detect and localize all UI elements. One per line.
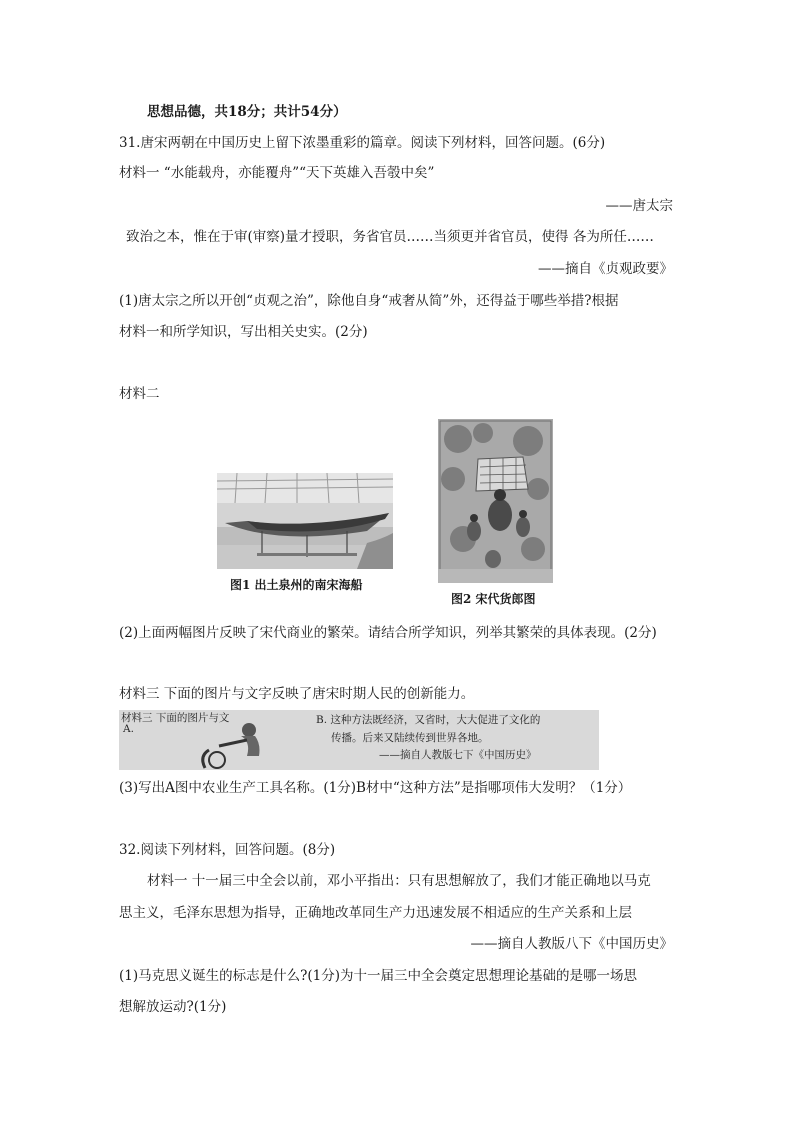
figure1-caption: 图1 出土泉州的南宋海船: [230, 578, 363, 592]
figure2-caption: 图2 宋代货郎图: [451, 592, 536, 606]
q31-material1-text: 致治之本，惟在于审(审察)量才授职，务省官员……当须更并省官员，使得 各为所任……: [126, 229, 654, 245]
q32-material1-line2: 思主义，毛泽东思想为指导，正确地改革同生产力迅速发展不相适应的生产关系和上层: [119, 905, 632, 921]
q31-question1-line2: 材料一和所学知识，写出相关史实。(2分): [119, 324, 368, 340]
q32-question1-line2: 想解放运动?(1分): [119, 999, 227, 1015]
strip-left-header: 材料三 下面的图片与文: [121, 712, 230, 724]
q31-question2: (2)上面两幅图片反映了宋代商业的繁荣。请结合所学知识，列举其繁荣的具体表现。(2分): [119, 625, 657, 641]
q32-material1-source: ——摘自人教版八下《中国历史》: [470, 936, 673, 952]
song-ship-photo: [217, 473, 393, 569]
strip-label-a: A.: [123, 723, 134, 735]
q31-question1-line1: (1)唐太宗之所以开创“贞观之治”，除他自身“戒奢从简”外，还得益于哪些举措?根据: [119, 293, 619, 309]
q31-material1-quote: 材料一 “水能载舟，亦能覆舟”“天下英雄入吾彀中矣”: [119, 165, 435, 181]
q31-material1-attribution: ——唐太宗: [605, 198, 673, 214]
q31-material1-source: ——摘自《贞观政要》: [538, 261, 673, 277]
strip-b-line2: 传播。后来又陆续传到世界各地。: [331, 732, 489, 744]
q31-question3: (3)写出A图中农业生产工具名称。(1分)B材中“这种方法”是指哪项伟大发明？（1分）: [119, 780, 632, 796]
q31-stem: 31.唐宋两朝在中国历史上留下浓墨重彩的篇章。阅读下列材料，回答问题。(6分): [119, 135, 606, 151]
song-peddler-painting: [438, 419, 553, 583]
material3-scan-strip: [119, 710, 599, 770]
q31-material2-label: 材料二: [119, 386, 160, 402]
q32-material1-line1: 材料一 十一届三中全会以前，邓小平指出：只有思想解放了，我们才能正确地以马克: [147, 873, 651, 889]
q31-material3-label: 材料三 下面的图片与文字反映了唐宋时期人民的创新能力。: [119, 686, 475, 702]
section-header: 思想品德，共18分；共计54分）: [147, 104, 347, 120]
strip-b-line1: B. 这种方法既经济，又省时，大大促进了文化的: [316, 714, 541, 726]
strip-b-line3: ——摘自人教版七下《中国历史》: [379, 749, 537, 761]
plow-farmer-illustration: [189, 716, 299, 770]
q32-question1-line1: (1)马克思义诞生的标志是什么?(1分)为十一届三中全会奠定思想理论基础的是哪一场思: [119, 968, 637, 984]
q32-stem: 32.阅读下列材料，回答问题。(8分): [119, 842, 336, 858]
